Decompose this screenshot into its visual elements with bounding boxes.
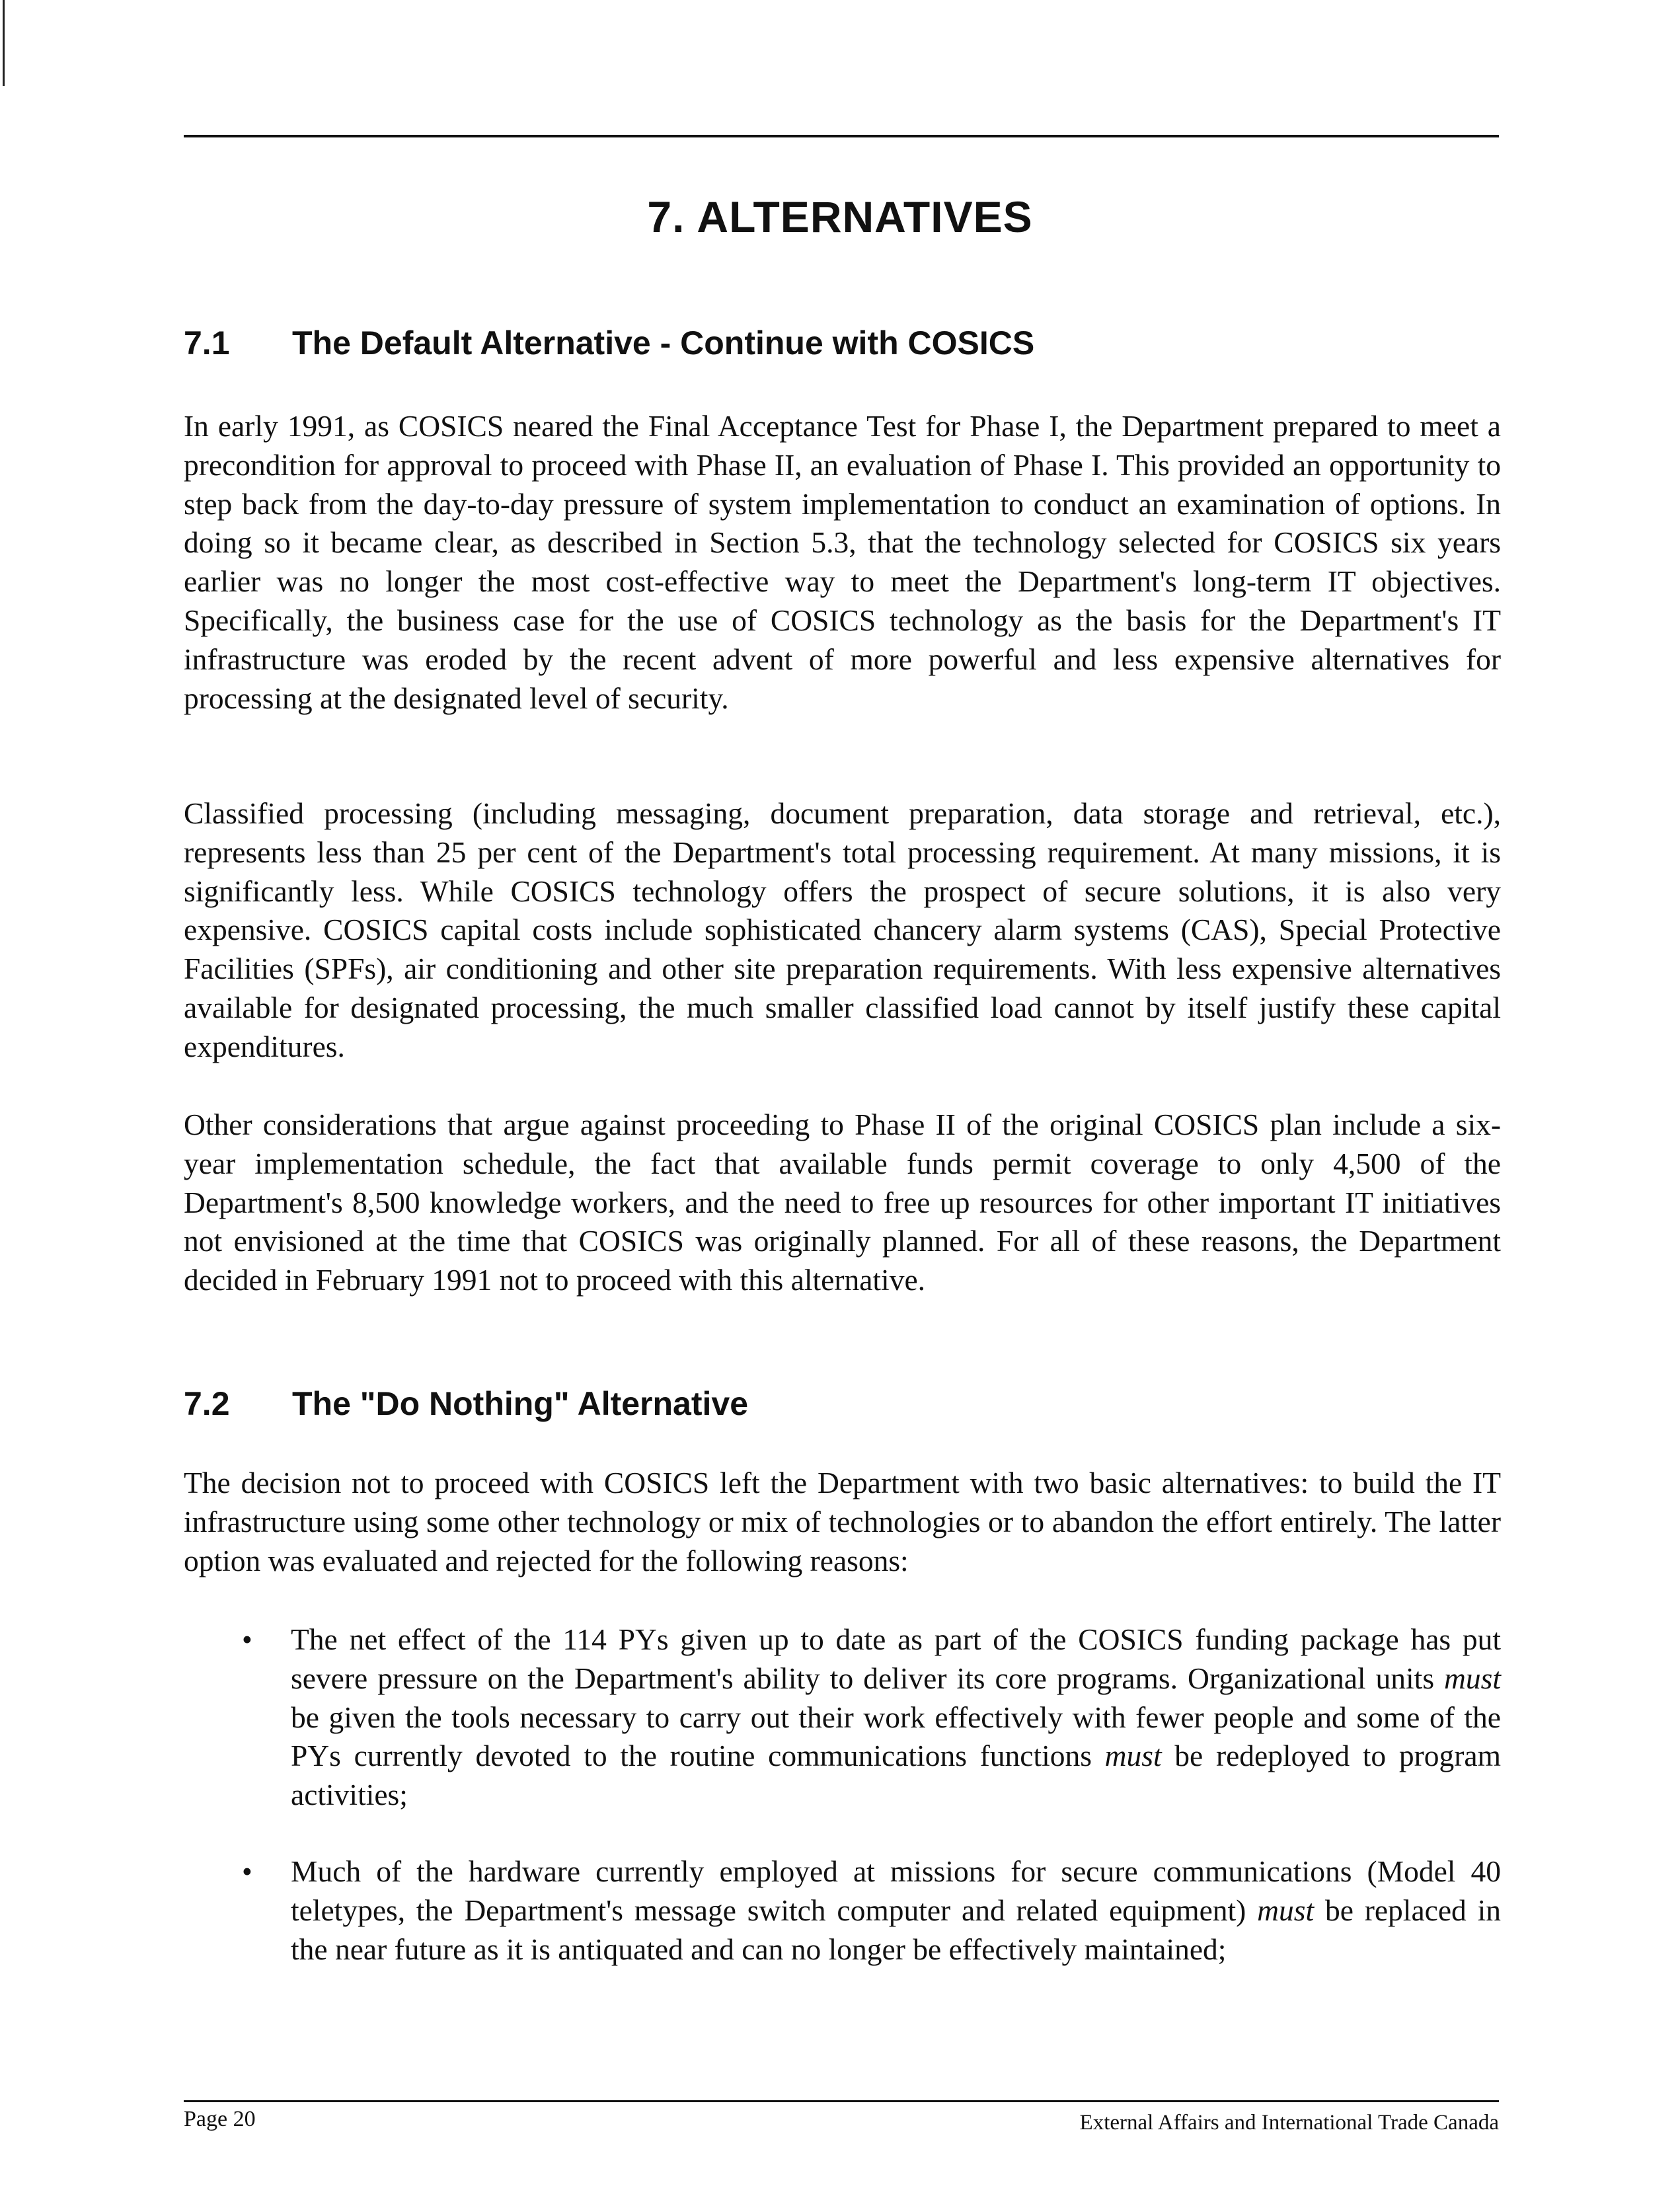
paragraph-7-1-a: In early 1991, as COSICS neared the Final Acceptance Test for Phase I, the Department prepared to meet a precondition for approval to proceed with Phase II, an evaluation of Phase I. This provided an opportunity to step back from the day-to-day pressure of system implementation to conduct an examination of options. In doing so it became clear, as described in Section 5.3, that the technology selected for COSICS six years earlier was no longer the most cost-effective way to meet the Department's long-term IT objectives. Specifically, the business case for the use of COSICS technology as the basis for the Department's IT infrastructure was eroded by the recent advent of more powerful and less expensive alternatives for processing at the designated level of security. <box>184 409 1501 715</box>
header-rule <box>184 135 1499 137</box>
list-item: • Much of the hardware currently employed at missions for secure communications (Model 40 teletypes, the Department's message switch computer and related equipment) must be replaced in the near future as it is antiquated and can no longer be effectively maintained; <box>184 1852 1501 1969</box>
paragraph-7-1-b: Classified processing (including messaging, document preparation, data storage and retrieval, etc.), represents less than 25 per cent of the Department's total processing requirement. At many missions, it is significantly less. While COSICS technology offers the prospect of secure solutions, it is also very expensive. COSICS capital costs include sophisticated chancery alarm systems (CAS), Special Protective Facilities (SPFs), air conditioning and other site preparation requirements. With less expensive alternatives available for designated processing, the much smaller classified load cannot by itself justify these capital expenditures. <box>184 796 1501 1063</box>
section-title: The Default Alternative - Continue with COSICS <box>292 324 1035 361</box>
paragraph-7-2-intro: The decision not to proceed with COSICS left the Department with two basic alternatives: to build the IT infrastructure using some other technology or mix of technologies or to abandon the effort entirely. The latter option was evaluated and rejected for the following reasons: <box>184 1466 1501 1577</box>
chapter-title-text: ALTERNATIVES <box>697 192 1033 241</box>
paragraph-7-1-c: Other considerations that argue against proceeding to Phase II of the original COSICS plan include a six-year implementation schedule, the fact that available funds permit coverage to only 4,500 of the Department's 8,500 knowledge workers, and the need to free up resources for other important IT initiatives not envisioned at the time that COSICS was originally planned. For all of these reasons, the Department decided in February 1991 not to proceed with this alternative. <box>184 1108 1501 1297</box>
page-number: Page 20 <box>184 2107 256 2131</box>
bullet-list <box>184 1852 1501 1969</box>
footer-rule <box>184 2100 1499 2102</box>
bullet-list <box>184 1620 1501 1815</box>
section-7-1-heading <box>184 324 1506 362</box>
section-title: The "Do Nothing" Alternative <box>292 1385 749 1422</box>
bullet-icon: • <box>242 1855 252 1888</box>
section-7-2-heading <box>184 1384 1506 1423</box>
chapter-title <box>0 192 1680 242</box>
chapter-number: 7. <box>647 192 685 241</box>
footer-publisher: External Affairs and International Trade Canada <box>1079 2111 1499 2135</box>
section-number: 7.1 <box>184 324 230 361</box>
list-item: • The net effect of the 114 PYs given up to date as part of the COSICS funding package has put severe pressure on the Department's ability to deliver its core programs. Organizational units must be given the tools necessary to carry out their work effectively with fewer people and some of the PYs currently devoted to the routine communications functions must be redeployed to program activities; <box>184 1620 1501 1815</box>
bullet-icon: • <box>242 1623 252 1656</box>
scan-edge-mark <box>3 0 5 86</box>
section-number: 7.2 <box>184 1385 230 1422</box>
